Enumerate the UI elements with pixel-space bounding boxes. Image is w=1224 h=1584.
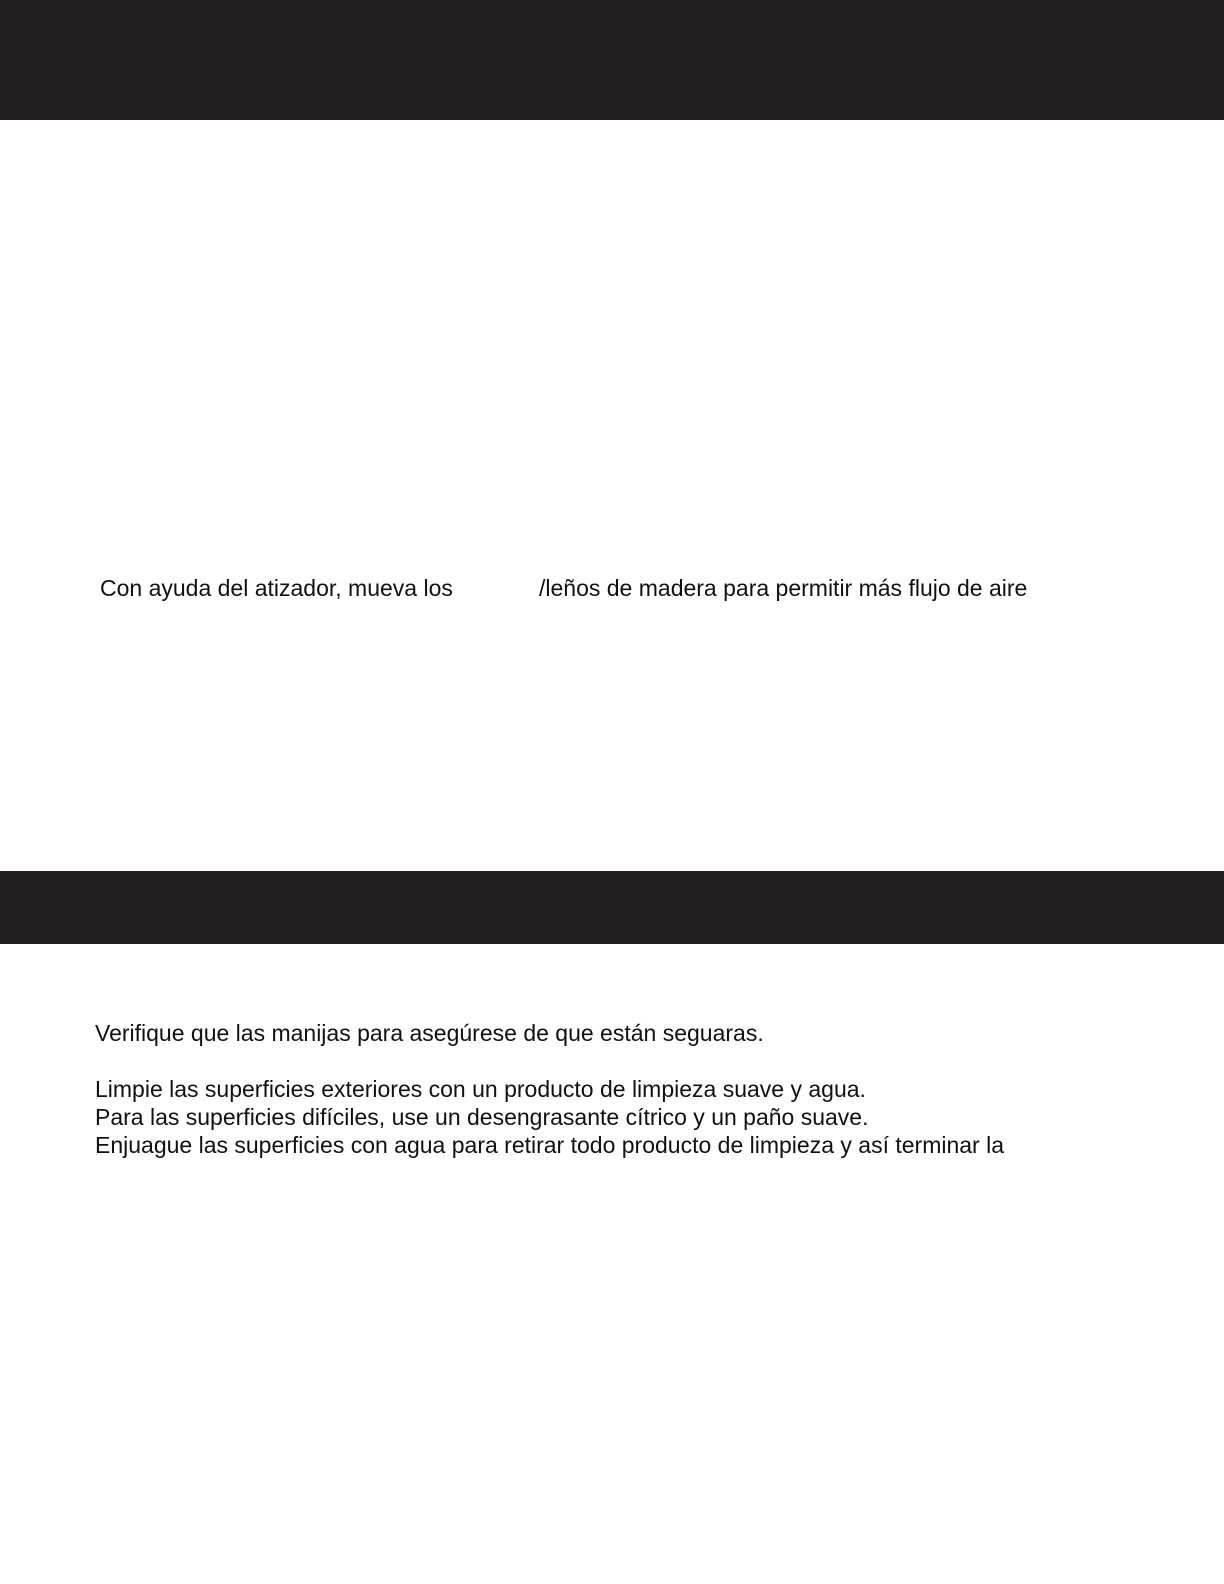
poker-instruction-right: /leños de madera para permitir más flujo de aire xyxy=(539,575,1028,601)
cleaning-text-line-3: Enjuague las superficies con agua para retirar todo producto de limpieza y así terminar la xyxy=(95,1132,1004,1158)
top-header-band xyxy=(0,0,1224,120)
cleaning-text-line-2: Para las superficies difíciles, use un desengrasante cítrico y un paño suave. xyxy=(95,1104,869,1130)
cleaning-text-line-1: Limpie las superficies exteriores con un producto de limpieza suave y agua. xyxy=(95,1076,866,1102)
handles-check-text: Verifique que las manijas para asegúrese de que están seguaras. xyxy=(95,1020,764,1046)
poker-instruction-left: Con ayuda del atizador, mueva los xyxy=(100,575,453,601)
section-divider-band xyxy=(0,871,1224,944)
